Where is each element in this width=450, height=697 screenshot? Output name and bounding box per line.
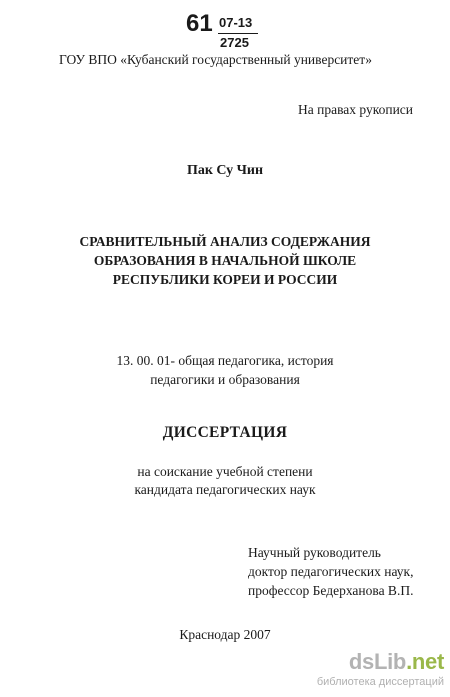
title-line: СРАВНИТЕЛЬНЫЙ АНАЛИЗ СОДЕРЖАНИЯ bbox=[79, 234, 371, 249]
specialty bbox=[0, 351, 450, 389]
supervisor-line: профессор Бедерханова В.П. bbox=[248, 583, 414, 598]
stamp-bottom-number: 2725 bbox=[220, 35, 249, 50]
dslib-watermark bbox=[274, 649, 444, 693]
watermark-logo bbox=[349, 649, 444, 675]
catalog-stamp bbox=[186, 8, 266, 50]
organization-name: ГОУ ВПО «Кубанский государственный университет» bbox=[59, 52, 372, 67]
place-and-year: Краснодар 2007 bbox=[179, 627, 271, 642]
title-line: РЕСПУБЛИКИ КОРЕИ И РОССИИ bbox=[112, 272, 338, 287]
degree-statement bbox=[0, 463, 450, 499]
stamp-top-number: 07-13 bbox=[219, 15, 253, 30]
title-line: ОБРАЗОВАНИЯ В НАЧАЛЬНОЙ ШКОЛЕ bbox=[93, 253, 357, 268]
degree-line: кандидата педагогических наук bbox=[134, 482, 316, 497]
rights-note: На правах рукописи bbox=[298, 102, 414, 117]
work-type-heading: ДИССЕРТАЦИЯ bbox=[162, 424, 288, 441]
specialty-line: 13. 00. 01- общая педагогика, история bbox=[116, 353, 334, 368]
supervisor-block bbox=[248, 543, 413, 600]
watermark-logo-tld: .net bbox=[406, 649, 444, 674]
supervisor-line: Научный руководитель bbox=[248, 545, 381, 560]
watermark-subtitle: библиотека диссертаций bbox=[316, 676, 444, 688]
author-name: Пак Су Чин bbox=[186, 163, 264, 178]
dissertation-title bbox=[0, 232, 450, 289]
supervisor-line: доктор педагогических наук, bbox=[248, 564, 414, 579]
stamp-main-number: 61 bbox=[186, 10, 213, 37]
stamp-divider bbox=[218, 33, 258, 34]
watermark-logo-main: dsLib bbox=[348, 649, 407, 674]
degree-line: на соискание учебной степени bbox=[137, 464, 313, 479]
specialty-line: педагогики и образования bbox=[150, 372, 300, 387]
